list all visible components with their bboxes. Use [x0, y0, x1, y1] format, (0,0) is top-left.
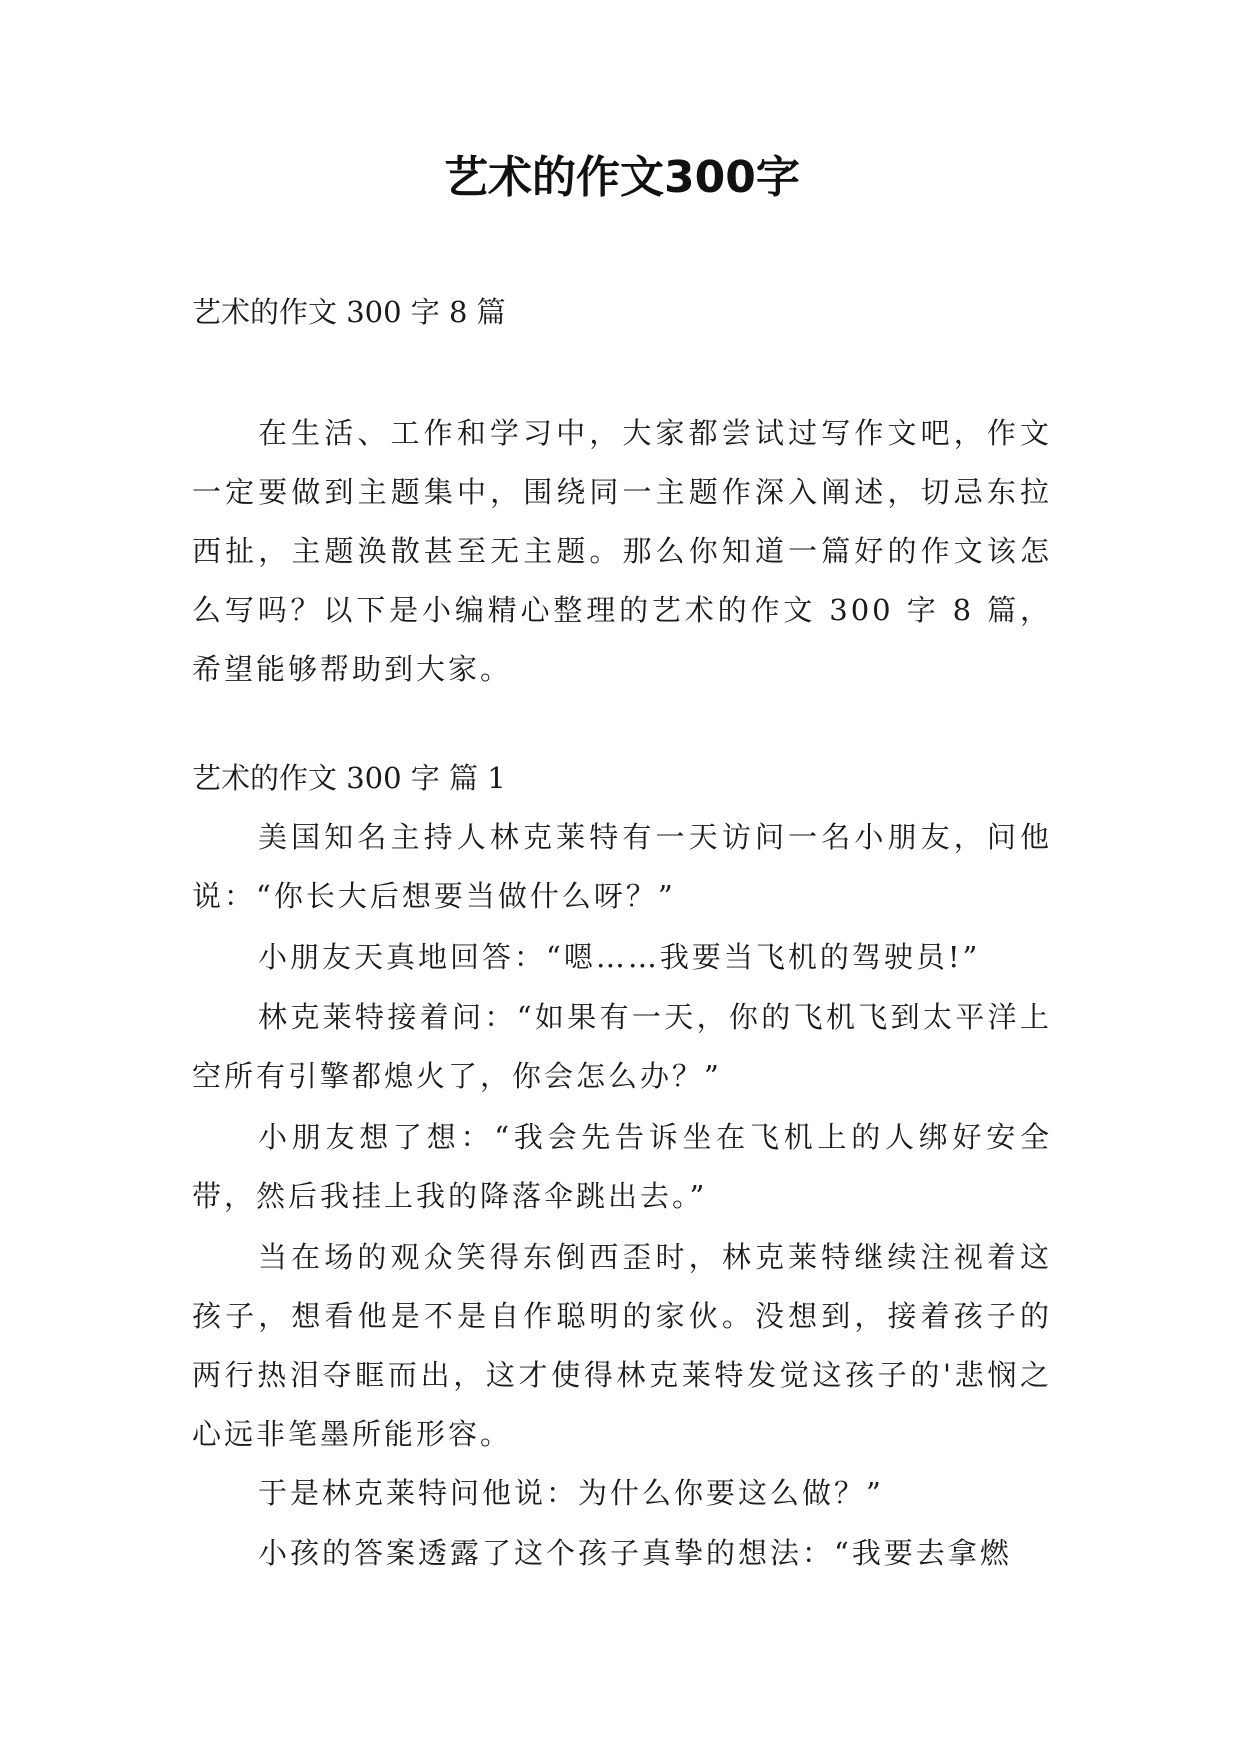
body-paragraph-6: 于是林克莱特问他说：为什么你要这么做？”	[258, 1476, 884, 1510]
body-paragraph-1: 美国知名主持人林克莱特有一天访问一名小朋友，问他说：“你长大后想要当做什么呀？”	[192, 820, 1052, 913]
document-title: 艺术的作文300字	[444, 152, 800, 203]
section-heading: 艺术的作文 300 字 篇 1	[192, 761, 506, 795]
intro-paragraph: 在生活、工作和学习中，大家都尝试过写作文吧，作文一定要做到主题集中，围绕同一主题作深入阐述，切忌东拉西扯，主题涣散甚至无主题。那么你知道一篇好的作文该怎么写吗？以下是小编精心整理的艺术的作文 300 字 8 篇，希望能够帮助到大家。	[192, 416, 1052, 686]
body-paragraph-2: 小朋友天真地回答：“嗯……我要当飞机的驾驶员!”	[258, 940, 981, 974]
document-page	[192, 0, 1052, 1754]
body-paragraph-3: 林克莱特接着问：“如果有一天，你的飞机飞到太平洋上空所有引擎都熄火了，你会怎么办？”	[192, 1000, 1052, 1093]
body-paragraph-7: 小孩的答案透露了这个孩子真挚的想法：“我要去拿燃	[258, 1536, 1012, 1570]
body-paragraph-4: 小朋友想了想：“我会先告诉坐在飞机上的人绑好安全带，然后我挂上我的降落伞跳出去。”	[192, 1120, 1052, 1213]
document-subtitle: 艺术的作文 300 字 8 篇	[192, 295, 506, 329]
body-paragraph-5: 当在场的观众笑得东倒西歪时，林克莱特继续注视着这孩子，想看他是不是自作聪明的家伙。没想到，接着孩子的两行热泪夺眶而出，这才使得林克莱特发觉这孩子的'悲悯之心远非笔墨所能形容。	[192, 1240, 1052, 1451]
